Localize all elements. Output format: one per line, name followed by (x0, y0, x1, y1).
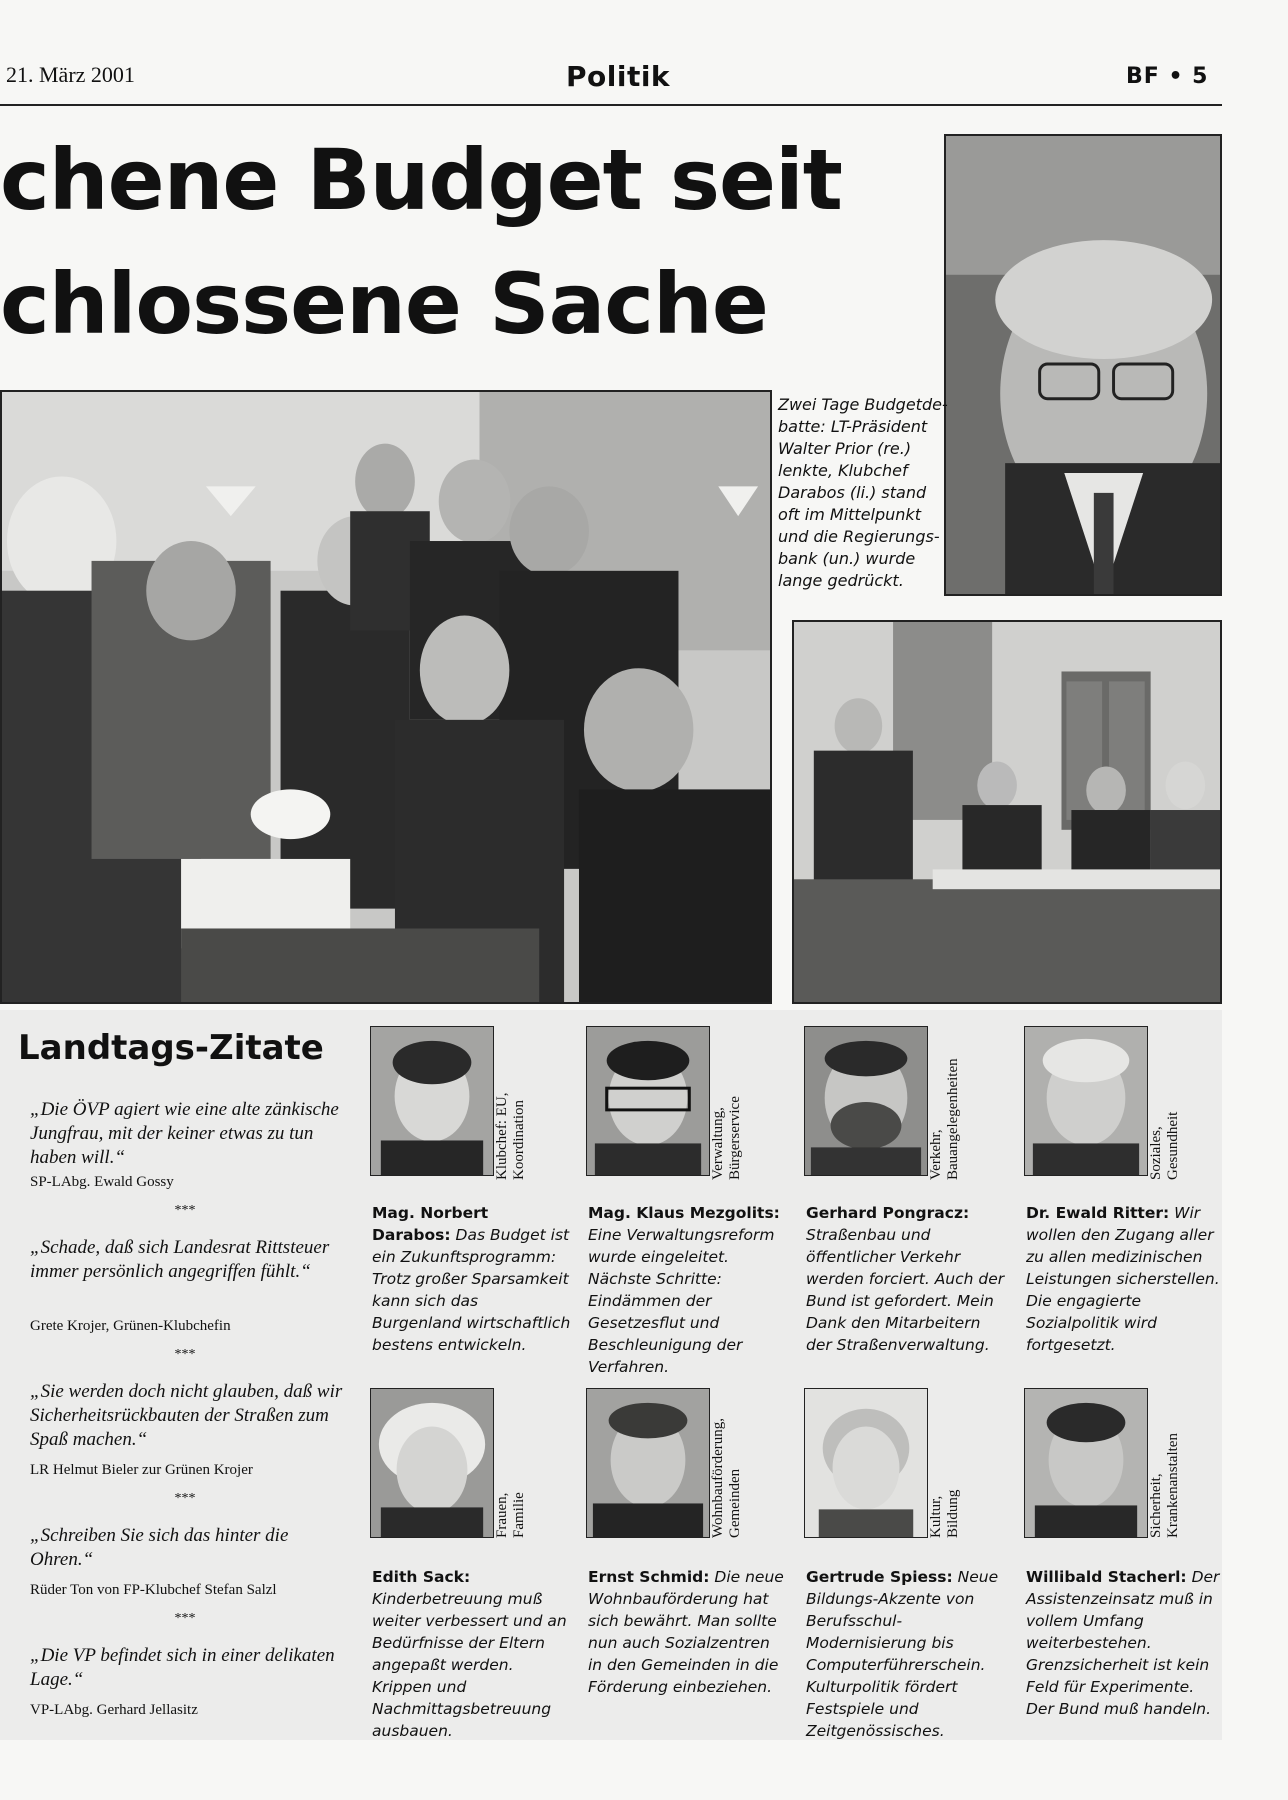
politician-photo (586, 1388, 710, 1538)
politician-statement: Edith Sack: Kinderbetreuung muß weiter verbessert und an Bedürfnisse der Eltern angepaßt werden. Krippen und Nachmittagsbetreuung ausbauen. (372, 1568, 567, 1740)
quote-author: LR Helmut Bieler zur Grünen Krojer (30, 1462, 253, 1478)
politician-photo (1024, 1388, 1148, 1538)
zitate-title: Landtags-Zitate (18, 1028, 324, 1068)
caption-line: bank (un.) wurde (778, 549, 916, 568)
politician-statement: Ernst Schmid: Die neue Wohnbauförderung hat sich bewährt. Man sollte nun auch Sozialzentren in den Gemeinden in die Förderung einbeziehen. (588, 1568, 784, 1696)
caption-line: batte: LT-Präsident (778, 417, 928, 436)
politician-role: Soziales, Gesundheit (1148, 1111, 1181, 1180)
politician-role: Kultur, Bildung (928, 1489, 961, 1538)
politician-statement: Mag. Norbert Darabos: Das Budget ist ein Zukunftsprogramm: Trotz großer Sparsamkeit kann sich das Burgenland wirtschaftlich bestens entwickeln. (372, 1204, 571, 1354)
politician-role: Frauen, Familie (494, 1492, 527, 1538)
politician-role: Sicherheit, Krankenanstalten (1148, 1433, 1181, 1538)
caption-line: Zwei Tage Budgetde- (778, 395, 948, 414)
politician-statement: Dr. Ewald Ritter: Wir wollen den Zugang aller zu allen medizinischen Leistungen sicherstellen. Die engagierte Sozialpolitik wird fortgesetzt. (1026, 1204, 1220, 1354)
quote-text: „Schade, daß sich Landesrat Rittsteuer immer persönlich angegriffen fühlt.“ (30, 1237, 330, 1282)
quote-separator: *** (174, 1347, 196, 1362)
politician-role: Verkehr, Bauangelegenheiten (928, 1058, 961, 1180)
quote-separator: *** (174, 1491, 196, 1506)
quote-text: „Schreiben Sie sich das hinter die Ohren.“ (30, 1525, 289, 1570)
issue-date: 21. März 2001 (6, 62, 135, 87)
caption-line: lange gedrückt. (778, 571, 904, 590)
politician-statement: Gerhard Pongracz: Straßenbau und öffentlicher Verkehr werden forciert. Auch der Bund ist gefordert. Mein Dank den Mitarbeitern der Straßenverwaltung. (806, 1204, 1005, 1354)
caption-line: Walter Prior (re.) (778, 439, 912, 458)
caption-line: Darabos (li.) stand (778, 483, 927, 502)
headline-line-2: chlossene Sache (0, 255, 768, 353)
quote-author: VP-LAbg. Gerhard Jellasitz (30, 1702, 198, 1718)
headline-line-1: chene Budget seit (0, 131, 842, 229)
caption-line: oft im Mittelpunkt (778, 505, 921, 524)
page-number: BF • 5 (1126, 64, 1209, 89)
quote-author: Grete Krojer, Grünen-Klubchefin (30, 1318, 231, 1334)
politician-statement: Willibald Stacherl: Der Assistenzeinsatz muß in vollem Umfang weiterbestehen. Grenzsicherheit ist kein Feld für Experimente. Der Bund muß handeln. (1026, 1568, 1220, 1718)
caption-line: lenkte, Klubchef (778, 461, 908, 480)
politician-photo (804, 1026, 928, 1176)
politician-photo (370, 1026, 494, 1176)
politician-role: Klubchef: EU, Koordination (494, 1092, 527, 1180)
photo-caption (778, 394, 948, 592)
politician-role: Wohnbauförderung, Gemeinden (710, 1417, 743, 1538)
government-bench-photo (792, 620, 1222, 1004)
quote-text: „Sie werden doch nicht glauben, daß wir Sicherheitsrückbauten der Straßen zum Spaß machen.“ (30, 1381, 343, 1450)
caption-line: und die Regierungs- (778, 527, 940, 546)
section-title: Politik (566, 60, 671, 93)
portrait-photo (944, 134, 1222, 596)
quote-author: Rüder Ton von FP-Klubchef Stefan Salzl (30, 1582, 277, 1598)
politician-photo (1024, 1026, 1148, 1176)
quote-author: SP-LAbg. Ewald Gossy (30, 1174, 174, 1190)
header-rule (0, 104, 1222, 106)
politician-role: Verwaltung, Bürgerservice (710, 1096, 743, 1180)
quote-text: „Die ÖVP agiert wie eine alte zänkische Jungfrau, mit der keiner etwas zu tun haben will.“ (30, 1099, 339, 1168)
quote-separator: *** (174, 1611, 196, 1626)
quote-separator: *** (174, 1203, 196, 1218)
politician-photo (370, 1388, 494, 1538)
politician-photo (586, 1026, 710, 1176)
politician-statement: Mag. Klaus Mezgolits: Eine Verwaltungsreform wurde eingeleitet. Nächste Schritte: Eindämmen der Gesetzesflut und Beschleunigung der Verfahren. (588, 1204, 780, 1376)
main-assembly-photo (0, 390, 772, 1004)
politician-photo (804, 1388, 928, 1538)
politician-statement: Gertrude Spiess: Neue Bildungs-Akzente von Berufsschul-Modernisierung bis Computerführerschein. Kulturpolitik fördert Festspiele und Zeitgenössisches. (806, 1568, 999, 1740)
quote-text: „Die VP befindet sich in einer delikaten Lage.“ (30, 1645, 335, 1690)
